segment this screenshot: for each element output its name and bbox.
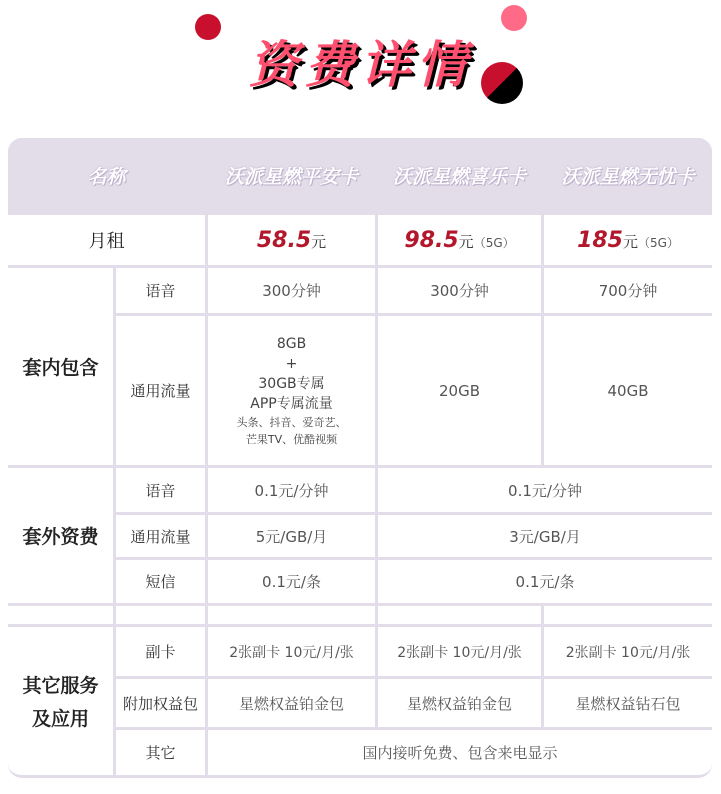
extra-data-label: 通用流量 [116, 515, 208, 560]
included-data-plan-3: 40GB [544, 316, 712, 468]
included-voice-plan-1: 300分钟 [208, 268, 378, 316]
spacer [544, 606, 712, 627]
extra-label: 套外资费 [8, 468, 116, 606]
price-value: 185 [577, 227, 623, 253]
data-apps: 头条、抖音、爱奇艺、 [236, 415, 347, 429]
spacer [208, 606, 378, 627]
services-pack-plan-2: 星燃权益铂金包 [378, 679, 544, 730]
price-value: 58.5 [256, 227, 312, 253]
header-plan-1: 沃派星燃平安卡 [208, 138, 378, 215]
services-sub-label: 副卡 [116, 627, 208, 679]
header-name: 名称 [8, 138, 208, 215]
extra-sms-rest: 0.1元/条 [378, 560, 712, 606]
spacer [378, 606, 544, 627]
price-unit: 元 [458, 232, 474, 251]
data-line: APP专属流量 [250, 395, 333, 412]
included-label: 套内包含 [8, 268, 116, 468]
extra-voice-rest: 0.1元/分钟 [378, 468, 712, 515]
monthly-plan-3 [544, 215, 712, 268]
monthly-label: 月租 [8, 215, 208, 268]
data-line: + [285, 355, 298, 372]
included-data-plan-2: 20GB [378, 316, 544, 468]
included-voice-label: 语音 [116, 268, 208, 316]
services-label [8, 627, 116, 778]
price-unit: 元 [311, 232, 327, 251]
monthly-plan-2 [378, 215, 544, 268]
extra-sms-plan-1: 0.1元/条 [208, 560, 378, 606]
price-unit: 元 [623, 232, 639, 251]
included-data-plan-1 [208, 316, 378, 468]
included-voice-plan-2: 300分钟 [378, 268, 544, 316]
services-sub-plan-1: 2张副卡 10元/月/张 [208, 627, 378, 679]
price-note: （5G） [638, 235, 679, 250]
services-other-value: 国内接听免费、包含来电显示 [208, 730, 712, 778]
price-value: 98.5 [404, 227, 459, 253]
header-plan-3: 沃派星燃无忧卡 [544, 138, 712, 215]
header-plan-2: 沃派星燃喜乐卡 [378, 138, 544, 215]
services-pack-plan-1: 星燃权益铂金包 [208, 679, 378, 730]
services-sub-plan-2: 2张副卡 10元/月/张 [378, 627, 544, 679]
data-line: 8GB [276, 335, 307, 352]
extra-sms-label: 短信 [116, 560, 208, 606]
extra-voice-label: 语音 [116, 468, 208, 515]
page-title: 资费详情 [248, 36, 473, 94]
tariff-table [8, 138, 712, 778]
title-banner [0, 0, 721, 120]
extra-data-plan-1: 5元/GB/月 [208, 515, 378, 560]
monthly-plan-1 [208, 215, 378, 268]
extra-voice-plan-1: 0.1元/分钟 [208, 468, 378, 515]
services-sub-plan-3: 2张副卡 10元/月/张 [544, 627, 712, 679]
spacer [116, 606, 208, 627]
services-other-label: 其它 [116, 730, 208, 778]
price-note: （5G） [473, 235, 515, 250]
included-voice-plan-3: 700分钟 [544, 268, 712, 316]
services-pack-label: 附加权益包 [116, 679, 208, 730]
data-line: 30GB专属 [258, 375, 325, 392]
extra-data-rest: 3元/GB/月 [378, 515, 712, 560]
spacer [8, 606, 116, 627]
services-pack-plan-3: 星燃权益钻石包 [544, 679, 712, 730]
services-label-line: 其它服务 [22, 675, 99, 697]
services-label-line: 及应用 [31, 708, 89, 730]
included-data-label: 通用流量 [116, 316, 208, 468]
data-apps: 芒果TV、优酷视频 [245, 432, 338, 446]
